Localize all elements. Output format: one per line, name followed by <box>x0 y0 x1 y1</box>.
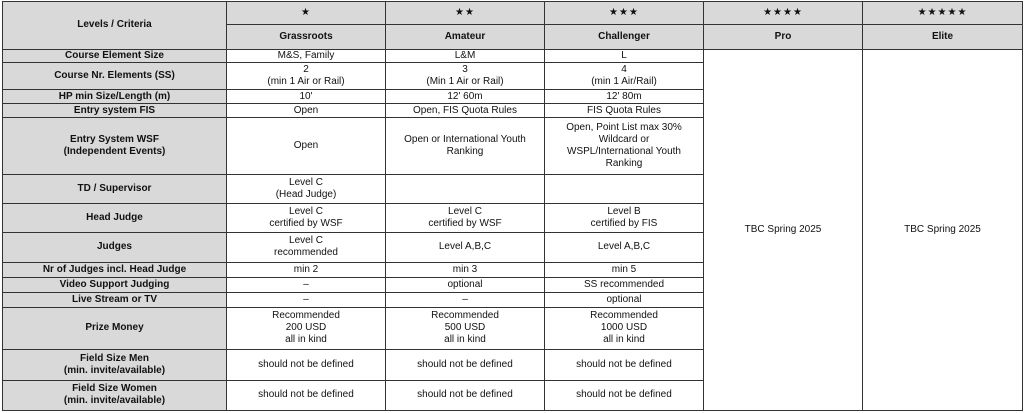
cell-grassroots: Level C (Head Judge) <box>227 175 386 204</box>
cell-amateur: – <box>386 293 545 307</box>
star-row <box>3 2 1023 25</box>
cell-amateur: Open, FIS Quota Rules <box>386 104 545 118</box>
criterion-label: HP min Size/Length (m) <box>3 90 227 104</box>
cell-challenger: Recommended 1000 USD all in kind <box>545 307 704 350</box>
cell-amateur: 3 (Min 1 Air or Rail) <box>386 62 545 89</box>
cell-pro-merged: TBC Spring 2025 <box>704 49 863 410</box>
cell-amateur: should not be defined <box>386 350 545 380</box>
stars-amateur: ★★ <box>386 2 545 25</box>
cell-challenger: should not be defined <box>545 350 704 380</box>
cell-amateur <box>386 175 545 204</box>
cell-challenger: 12' 80m <box>545 90 704 104</box>
cell-challenger: Level B certified by FIS <box>545 204 704 232</box>
criterion-label: Video Support Judging <box>3 278 227 293</box>
criterion-label: Entry system FIS <box>3 104 227 118</box>
cell-grassroots: should not be defined <box>227 350 386 380</box>
cell-grassroots: Recommended 200 USD all in kind <box>227 307 386 350</box>
criteria-table <box>2 1 1023 411</box>
cell-challenger <box>545 175 704 204</box>
level-grassroots: Grassroots <box>227 25 386 49</box>
cell-challenger: FIS Quota Rules <box>545 104 704 118</box>
criterion-label: Field Size Women (min. invite/available) <box>3 380 227 410</box>
cell-challenger: Level A,B,C <box>545 232 704 262</box>
cell-grassroots: Level C certified by WSF <box>227 204 386 232</box>
criterion-label: Head Judge <box>3 204 227 232</box>
cell-amateur: Open or International Youth Ranking <box>386 118 545 175</box>
level-challenger: Challenger <box>545 25 704 49</box>
cell-grassroots: 10' <box>227 90 386 104</box>
stars-challenger: ★★★ <box>545 2 704 25</box>
level-amateur: Amateur <box>386 25 545 49</box>
cell-amateur: min 3 <box>386 263 545 278</box>
criterion-label: Nr of Judges incl. Head Judge <box>3 263 227 278</box>
cell-challenger: min 5 <box>545 263 704 278</box>
cell-challenger: should not be defined <box>545 380 704 410</box>
stars-grassroots: ★ <box>227 2 386 25</box>
table-corner-title: Levels / Criteria <box>3 2 227 50</box>
cell-amateur: L&M <box>386 49 545 62</box>
cell-grassroots: – <box>227 293 386 307</box>
cell-elite-merged: TBC Spring 2025 <box>863 49 1023 410</box>
cell-grassroots: Open <box>227 118 386 175</box>
criterion-label: Field Size Men (min. invite/available) <box>3 350 227 380</box>
level-elite: Elite <box>863 25 1023 49</box>
stars-elite: ★★★★★ <box>863 2 1023 25</box>
criterion-label: Entry System WSF (Independent Events) <box>3 118 227 175</box>
cell-grassroots: Open <box>227 104 386 118</box>
cell-challenger: Open, Point List max 30% Wildcard or WSPL/International Youth Ranking <box>545 118 704 175</box>
cell-grassroots: should not be defined <box>227 380 386 410</box>
cell-amateur: should not be defined <box>386 380 545 410</box>
stars-pro: ★★★★ <box>704 2 863 25</box>
cell-grassroots: M&S, Family <box>227 49 386 62</box>
cell-amateur: optional <box>386 278 545 293</box>
cell-challenger: L <box>545 49 704 62</box>
table-row <box>3 49 1023 62</box>
cell-grassroots: – <box>227 278 386 293</box>
cell-challenger: optional <box>545 293 704 307</box>
cell-amateur: 12' 60m <box>386 90 545 104</box>
cell-amateur: Recommended 500 USD all in kind <box>386 307 545 350</box>
cell-grassroots: 2 (min 1 Air or Rail) <box>227 62 386 89</box>
criterion-label: Course Element Size <box>3 49 227 62</box>
level-pro: Pro <box>704 25 863 49</box>
cell-grassroots: Level C recommended <box>227 232 386 262</box>
criterion-label: Course Nr. Elements (SS) <box>3 62 227 89</box>
cell-amateur: Level C certified by WSF <box>386 204 545 232</box>
cell-challenger: 4 (min 1 Air/Rail) <box>545 62 704 89</box>
criterion-label: TD / Supervisor <box>3 175 227 204</box>
cell-challenger: SS recommended <box>545 278 704 293</box>
cell-amateur: Level A,B,C <box>386 232 545 262</box>
criterion-label: Judges <box>3 232 227 262</box>
criterion-label: Live Stream or TV <box>3 293 227 307</box>
criterion-label: Prize Money <box>3 307 227 350</box>
cell-grassroots: min 2 <box>227 263 386 278</box>
